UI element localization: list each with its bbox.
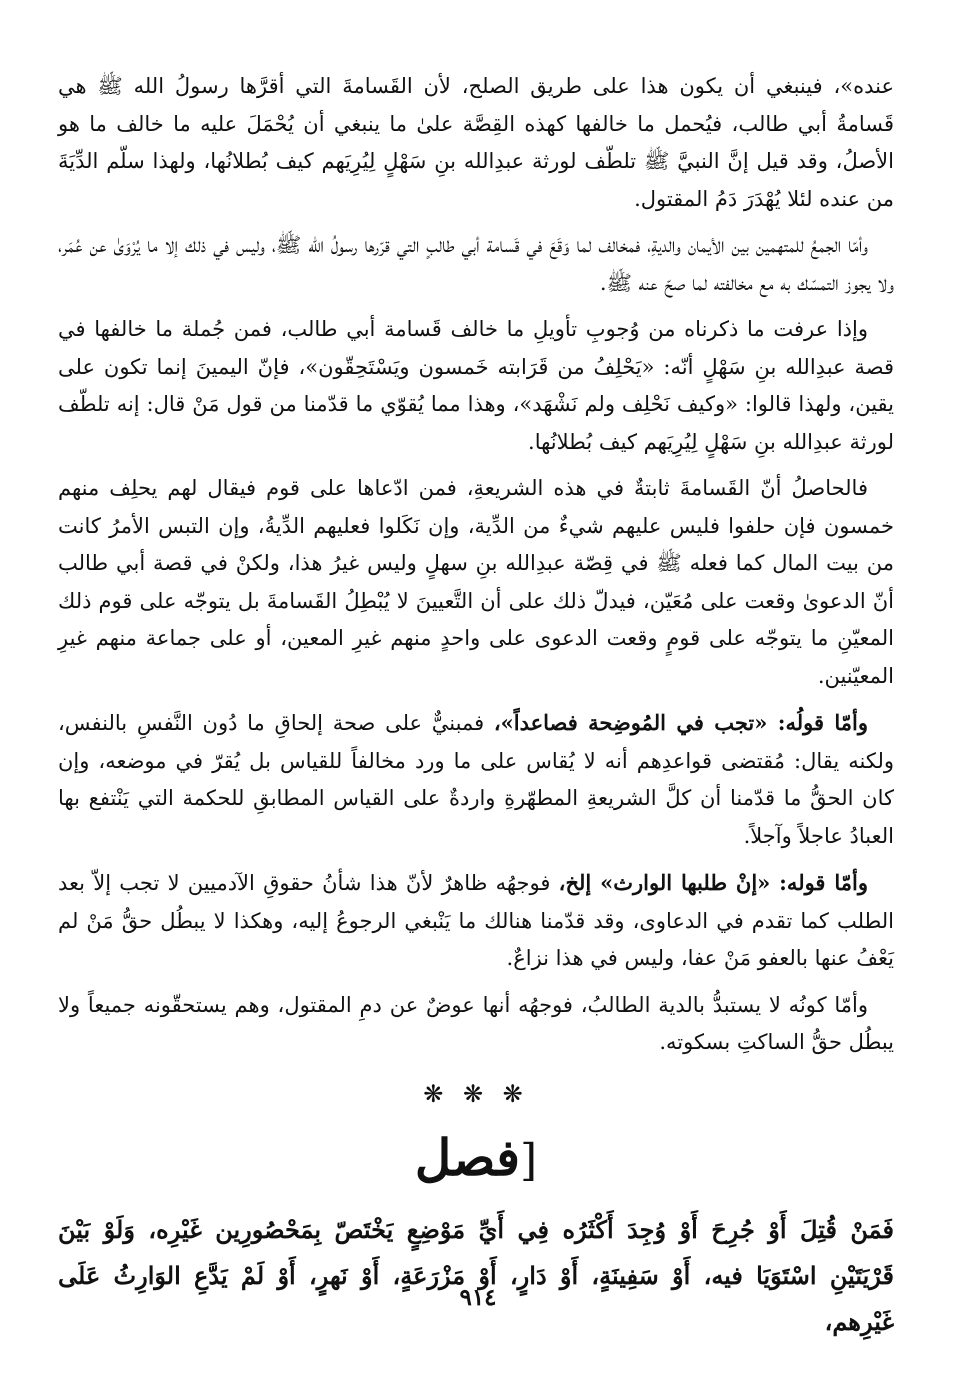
paragraph-4 bbox=[58, 470, 894, 695]
paragraph-6 bbox=[58, 864, 894, 978]
paragraph-3 bbox=[58, 311, 894, 461]
paragraph-1-text: عنده»، فينبغي أن يكون هذا على طريق الصلح، لأن القَسامةَ التي أقرَّها رسولُ الله ﷺ هي قَسامةُ أبي طالب، فيُحمل ما خالفها كهذه القِصَّة علىٰ ما ينبغي أن يُحْمَلَ عليه ما خالف ما هو الأصلُ، وقد قيل إنَّ النبيَّ ﷺ تلطّف لورثة عبدِالله بنِ سَهْلٍ لِيُرِيَهم كيف بُطلانُها، ولهذا سلّم الدِّيَةَ من عنده لئلا يُهْدَرَ دَمُ المقتول. bbox=[58, 74, 894, 211]
section-heading bbox=[58, 1126, 894, 1193]
paragraph-6-text: فوجهُه ظاهرٌ لأنّ هذا شأنُ حقوقِ الآدميين لا تجب إلاّ بعد الطلب كما تقدم في الدعاوى، وقد قدّمنا هنالك ما يَنْبغي الرجوعُ إليه، وهكذا لا يبطُل حقُّ مَنْ لم يَعْفُ عنها بالعفو مَنْ عفا، وليس في هذا نزاعٌ. bbox=[58, 871, 894, 970]
paragraph-5-text: فمبنيٌّ على صحة إلحاقِ ما دُون النَّفسِ بالنفس، ولكنه يقال: مُقتضى قواعدِهم أنه لا يُقاس على ما ورد مخالفاً للقياس بل يُقرّ في موضعه، وإن كان الحقُّ ما قدّمنا أن كلَّ الشريعةِ المطهّرةِ واردةٌ على القياس المطابقِ للحكمة التي يَنْتفع بها العبادُ عاجلاً وآجلاً. bbox=[58, 711, 894, 848]
commentary-text bbox=[58, 68, 894, 1062]
paragraph-5-lead: وأمّا قولُه: «تجب في المُوضِحة فصاعداً»، bbox=[493, 710, 868, 735]
paragraph-7-text: وأمّا كونُه لا يستبدُّ بالدية الطالبُ، فوجهُه أنها عوضٌ عن دمِ المقتول، وهم يستحقّونه جميعاً ولا يبطُل حقُّ الساكتِ بسكوته. bbox=[58, 992, 894, 1054]
paragraph-1 bbox=[58, 68, 894, 218]
section-separator-stars: ❋ ❋ ❋ bbox=[423, 1079, 529, 1108]
paragraph-6-lead: وأمّا قوله: «إنْ طلبها الوارث» إلخ، bbox=[558, 870, 868, 895]
paragraph-5 bbox=[58, 704, 894, 855]
paragraph-2 bbox=[58, 227, 894, 302]
matn-paragraph: فَمَنْ قُتِلَ أَوْ جُرِحَ أَوْ وُجِدَ أَكْثَرُه فِي أَيِّ مَوْضِعٍ يَخْتَصّ بِمَحْصُورِين غَيْرِه، وَلَوْ بَيْنَ قَرْيَتَيْنِ اسْتَوَيَا فيه، أَوْ سَفِينَةٍ، أَوْ دَارٍ، أَوْ مَزْرَعَةٍ، أَوْ نَهرٍ، أَوْ لَمْ يَدَّعِ الوَارِثُ عَلَى غَيْرِهم، bbox=[58, 1214, 894, 1336]
section-heading-title: فصل bbox=[414, 1127, 520, 1187]
paragraph-2-text: وأمّا الجمعُ للمتهمين بين الأيمان والديةِ، فمخالف لما وَقَعَ في قَسامة أبي طالبٍ التي قرّرها رسولُ الله ﷺ، وليس في ذلك إلا ما يُرْوَىٰ عن عُمَر، ولا يجوز التمسّك به مع مخالفته لما صحّ عنه ﷺ. bbox=[58, 233, 894, 295]
matn-text bbox=[58, 1207, 894, 1345]
paragraph-3-text: وإذا عرفت ما ذكرناه من وُجوبِ تأويلِ ما خالف قَسامة أبي طالب، فمن جُملة ما خالفها في قصة عبدِالله بنِ سَهْلٍ أنّه: «يَحْلِفُ من قَرَابته خَمسون ويَسْتَحِقّون»، فإنّ اليمينَ إنما تكون على يقين، ولهذا قالوا: «وكيف نَحْلِف ولم نَشْهَد»، وهذا مما يُقوّي ما قدّمنا من قول مَنْ قال: إنه تلطّف لورثة عبدِالله بنِ سَهْلٍ لِيُرِيَهم كيف بُطلانُها. bbox=[58, 317, 894, 454]
section-heading-bracket: [ bbox=[519, 1134, 538, 1186]
paragraph-4-text: فالحاصلُ أنّ القَسامةَ ثابتةٌ في هذه الشريعةِ، فمن ادّعاها على قوم فيقال لهم يحلِف منهم خمسون فإن حلفوا فليس عليهم شيءٌ من الدِّية، وإن نَكَلوا فعليهم الدِّيةُ، وإن التبس الأمرُ كانت من بيت المال كما فعله ﷺ في قِصّة عبدِالله بنِ سهلٍ وليس غيرُ هذا، ولكنْ في قصة أبي طالب أنّ الدعوىٰ وقعت على مُعَيّن، فيدلّ ذلك على أن التَّعيينَ لا يُبْطِلُ القَسامةَ بل يتوجّه على قوم ذلك المعيّنِ ما يتوجّه على قومٍ وقعت الدعوى على واحدٍ منهم غيرِ المعين، أو على جماعة منهم غيرِ المعيّنين. bbox=[58, 476, 894, 688]
paragraph-7 bbox=[58, 987, 894, 1062]
page-number: ٩١٤ bbox=[459, 1284, 497, 1311]
